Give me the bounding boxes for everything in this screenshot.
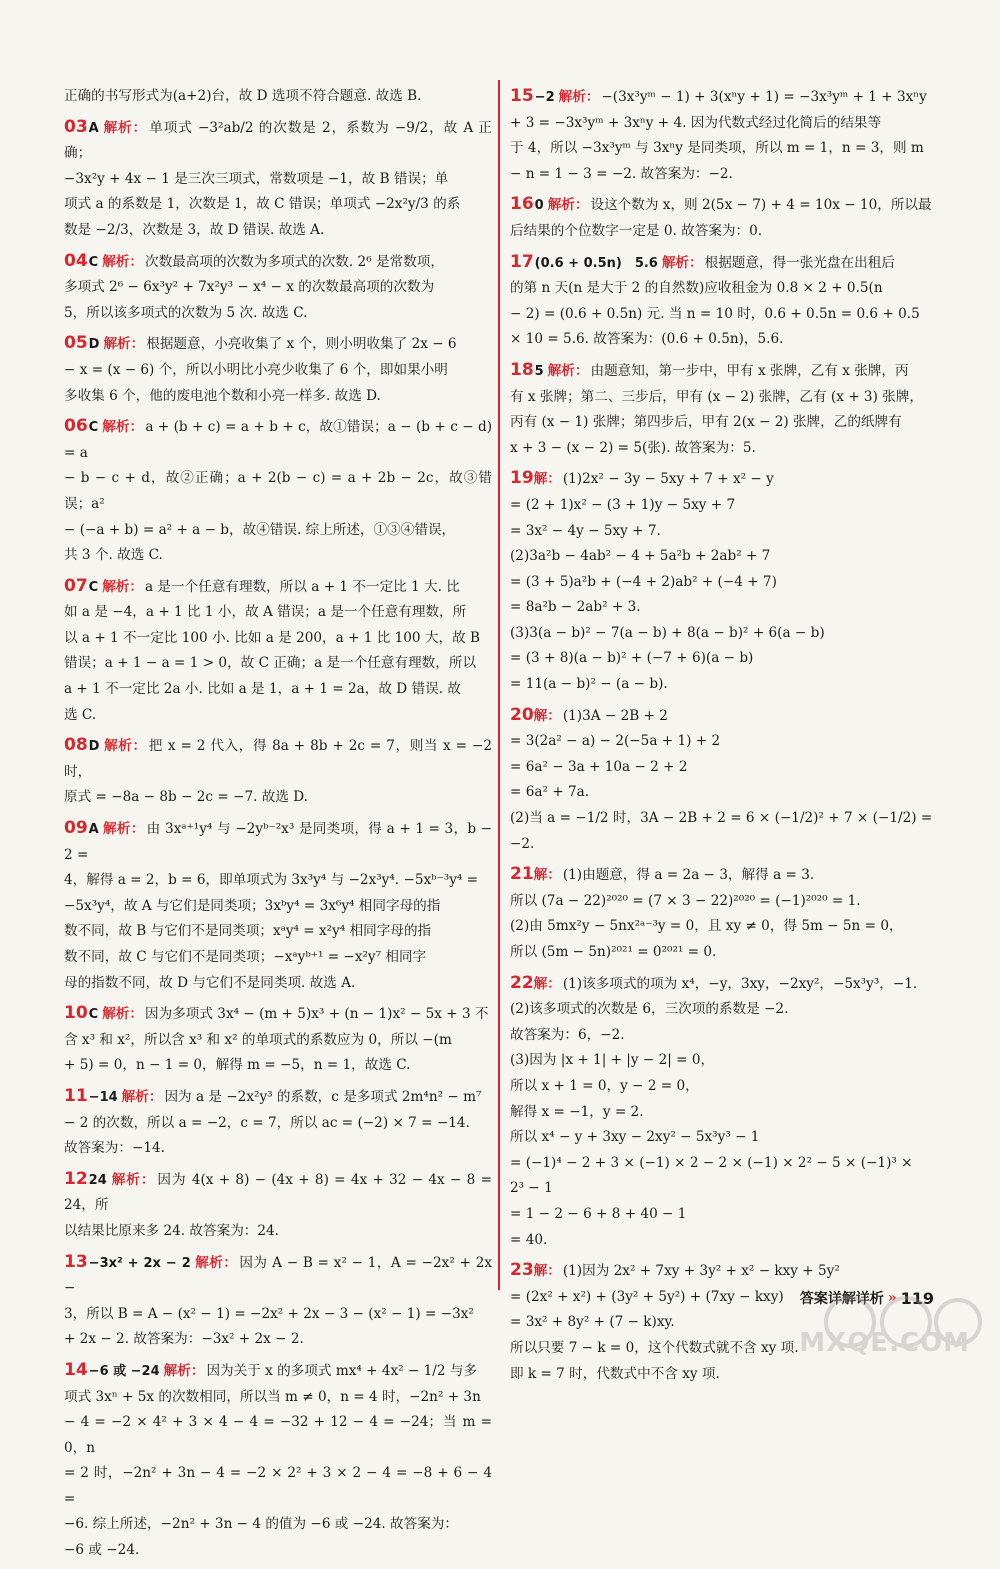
- explanation-text: 根据题意，小亮收集了 x 个，则小明收集了 2x − 6: [146, 336, 457, 353]
- answer-item: [510, 358, 942, 461]
- analysis-label: 解析：: [102, 253, 143, 270]
- explanation-text: −(3x³yᵐ − 1) + 3(xⁿy + 1) = −3x³yᵐ + 1 + 3xⁿy: [601, 89, 927, 105]
- analysis-label: 解析：: [103, 738, 147, 755]
- explanation-text: 根据题意，得一张光盘在出租后: [704, 254, 895, 271]
- answer-value: A: [88, 120, 99, 136]
- explanation-text: 丙有 (x − 1) 张牌；第四步后，甲有 2(x − 2) 张牌，乙的纸牌有: [510, 414, 902, 431]
- analysis-label: 解析：: [661, 254, 703, 271]
- question-number: 11: [64, 1085, 88, 1106]
- explanation-text: 解得 x = −1，y = 2.: [510, 1103, 644, 1120]
- question-number: 03: [64, 116, 88, 137]
- explanation-text: = 3(2a² − a) − 2(−5a + 1) + 2: [510, 733, 721, 750]
- explanation-text: 于 4，所以 −3x³yᵐ 与 3xⁿy 是同类项，所以 m = 1，n = 3，则 m: [510, 140, 924, 157]
- answer-value: (0.6 + 0.5n) 5.6: [534, 255, 658, 271]
- question-number: 14: [64, 1359, 88, 1380]
- explanation-text: + 2x − 2. 故答案为：−3x² + 2x − 2.: [64, 1331, 304, 1348]
- answer-item: [64, 816, 492, 996]
- answer-line: [510, 862, 942, 889]
- question-number: 05: [64, 333, 88, 354]
- explanation-text: (1)3A − 2B + 2: [562, 707, 668, 724]
- explanation-text: 把 x = 2 代入，得 8a + 8b + 2c = 7，则当 x = −2 时，: [64, 738, 493, 780]
- analysis-label: 解析：: [102, 821, 145, 838]
- answer-item: [64, 331, 492, 409]
- right-column: [510, 84, 942, 1392]
- explanation-text: 由题意知，第一步中，甲有 x 张牌，乙有 x 张牌，丙: [590, 362, 909, 379]
- answer-value: D: [88, 739, 100, 755]
- explanation-text: −6. 综上所述，−2n² + 3n − 4 的值为 −6 或 −24. 故答案为：: [64, 1516, 459, 1533]
- answer-value: −6 或 −24: [88, 1363, 160, 1379]
- answer-item: [510, 250, 942, 353]
- answer-value: 0: [534, 198, 544, 214]
- page-number: 119: [900, 1288, 934, 1308]
- explanation-text: 共 3 个. 故选 C.: [64, 547, 163, 564]
- answer-line: [64, 84, 492, 110]
- explanation-text: 项式 a 的系数是 1，次数是 1，故 C 错误；单项式 −2x²y/3 的系: [64, 196, 461, 213]
- explanation-text: − 2 的次数，所以 a = −2，c = 7，所以 ac = (−2) × 7 = −14.: [64, 1114, 470, 1131]
- explanation-text: 所以 x + 1 = 0，y − 2 = 0，: [510, 1077, 699, 1094]
- answer-item: [64, 1358, 492, 1564]
- explanation-text: 多项式 2⁶ − 6x³y² + 7x²y³ − x⁴ − x 的次数最高项的次数为: [64, 279, 435, 296]
- answer-item: [64, 84, 492, 110]
- question-number: 21: [510, 864, 534, 885]
- question-number: 22: [510, 972, 534, 993]
- column-divider: [498, 80, 500, 1290]
- explanation-text: = 1 − 2 − 6 + 8 + 40 − 1: [510, 1205, 687, 1222]
- answer-line: [510, 84, 942, 111]
- solution-label: 解：: [533, 1263, 561, 1280]
- question-number: 06: [64, 416, 88, 437]
- analysis-label: 解析：: [102, 1006, 143, 1023]
- solution-label: 解：: [533, 471, 561, 488]
- question-number: 10: [64, 1003, 88, 1024]
- question-number: 08: [64, 735, 88, 756]
- explanation-text: = (2x² + x²) + (3y² + 5y²) + (7xy − kxy): [510, 1288, 784, 1305]
- analysis-label: 解析：: [121, 1088, 163, 1105]
- explanation-text: = 3x² + 8y² + (7 − k)xy.: [510, 1314, 675, 1331]
- explanation-text: 所以 (5m − 5n)²⁰²¹ = 0²⁰²¹ = 0.: [510, 944, 717, 960]
- explanation-text: −3x²y + 4x − 1 是三次三项式，常数项是 −1，故 B 错误；单: [64, 170, 449, 187]
- question-number: 09: [64, 818, 88, 839]
- explanation-text: − n = 1 − 3 = −2. 故答案为：−2.: [510, 165, 733, 182]
- answer-item: [64, 574, 492, 729]
- explanation-text: 因为 a 是 −2x²y³ 的系数，c 是多项式 2m⁴n² − m⁷: [164, 1088, 482, 1105]
- answer-value: 24: [88, 1172, 107, 1188]
- answer-line: [510, 358, 942, 385]
- answer-line: [64, 816, 492, 868]
- explanation-text: 后结果的个位数字一定是 0. 故答案为：0.: [510, 222, 763, 239]
- answer-line: [510, 466, 942, 493]
- explanation-text: 多收集 6 个，他的废电池个数和小亮一样多. 故选 D.: [64, 387, 381, 404]
- explanation-text: 因为关于 x 的多项式 mx⁴ + 4x² − 1/2 与多: [206, 1362, 478, 1379]
- double-arrow-icon: »: [887, 1290, 897, 1306]
- answer-line: [64, 1358, 492, 1385]
- explanation-text: 以结果比原来多 24. 故答案为：24.: [64, 1222, 280, 1239]
- analysis-label: 解析：: [102, 419, 144, 436]
- answer-item: [64, 1250, 492, 1353]
- explanation-text: 如 a 是 −4，a + 1 比 1 小，故 A 错误；a 是一个任意有理数，所: [64, 604, 467, 621]
- question-number: 15: [510, 86, 534, 106]
- analysis-label: 解析：: [547, 197, 589, 214]
- explanation-text: 含 x³ 和 x²，所以含 x³ 和 x² 的单项式的系数应为 0，所以 −(m: [64, 1031, 452, 1048]
- explanation-text: 正确的书写形式为(a+2)台，故 D 选项不符合题意. 故选 B.: [64, 88, 422, 104]
- explanation-text: 数不同，故 C 与它们不是同类项；−xᵃyᵇ⁺¹ = −x²y⁷ 相同字: [64, 949, 427, 965]
- explanation-text: 4，解得 a = 2，b = 6，即单项式为 3x³y⁴ 与 −2x³y⁴. −5xᵇ⁻³y⁴ =: [64, 872, 479, 889]
- answer-item: [510, 703, 942, 858]
- explanation-text: 选 C.: [64, 706, 97, 723]
- explanation-text: 2³ − 1: [510, 1180, 553, 1197]
- explanation-text: = 40.: [510, 1231, 548, 1248]
- explanation-text: 数不同，故 B 与它们不是同类项；xᵃy⁴ = x²y⁴ 相同字母的指: [64, 923, 432, 940]
- answer-value: −2: [534, 90, 555, 105]
- analysis-label: 解析：: [110, 1171, 156, 1188]
- explanation-text: = 3x² − 4y − 5xy + 7.: [510, 522, 661, 539]
- answer-value: C: [88, 254, 99, 270]
- answer-item: [64, 1167, 492, 1245]
- answer-value: −14: [88, 1089, 118, 1105]
- explanation-text: 所以只要 7 − k = 0，这个代数式就不含 xy 项.: [510, 1339, 799, 1356]
- question-number: 12: [64, 1168, 88, 1189]
- explanation-text: 单项式 −3²ab/2 的次数是 2，系数为 −9/2，故 A 正确；: [64, 119, 493, 162]
- question-number: 19: [510, 468, 534, 489]
- explanation-text: (2)3a²b − 4ab² − 4 + 5a²b + 2ab² + 7: [510, 548, 771, 565]
- answer-value: A: [88, 822, 99, 838]
- answer-line: [64, 249, 492, 276]
- explanation-text: 母的指数不同，故 D 与它们不是同类项. 故选 A.: [64, 974, 356, 991]
- explanation-text: −6 或 −24.: [64, 1542, 140, 1559]
- solution-label: 解：: [533, 707, 561, 724]
- answer-line: [64, 733, 492, 785]
- solution-label: 解：: [533, 975, 561, 992]
- answer-value: −3x² + 2x − 2: [88, 1255, 191, 1271]
- answer-value: 5: [534, 363, 544, 379]
- footer-title: 答案详解详析: [799, 1291, 884, 1307]
- explanation-text: = (3 + 5)a²b + (−4 + 2)ab² + (−4 + 7): [510, 573, 777, 590]
- explanation-text: 的第 n 天(n 是大于 2 的自然数)应收租金为 0.8 × 2 + 0.5(n: [510, 280, 883, 297]
- explanation-text: −2.: [510, 835, 535, 852]
- analysis-label: 解析：: [102, 119, 148, 136]
- question-number: 13: [64, 1251, 88, 1272]
- explanation-text: 故答案为：6，−2.: [510, 1026, 625, 1043]
- watermark-logo: [799, 1290, 986, 1366]
- explanation-text: 故答案为：−14.: [64, 1140, 165, 1157]
- answer-line: [510, 1258, 942, 1285]
- explanation-text: 次数最高项的次数为多项式的次数. 2⁶ 是常数项，: [145, 253, 444, 270]
- explanation-text: × 10 = 5.6. 故答案为：(0.6 + 0.5n)，5.6.: [510, 331, 784, 348]
- answer-item: [510, 466, 942, 697]
- explanation-text: − b − c + d，故②正确；a + 2(b − c) = a + 2b − 2c，故③错误；a²: [64, 470, 492, 512]
- explanation-text: (1)由题意，得 a = 2a − 3，解得 a = 3.: [562, 867, 815, 884]
- answer-line: [510, 192, 942, 219]
- explanation-text: 3，所以 B = A − (x² − 1) = −2x² + 2x − 3 − (x² − 1) = −3x²: [64, 1305, 474, 1322]
- answer-item: [64, 1084, 492, 1162]
- answer-line: [64, 331, 492, 358]
- answer-line: [64, 1250, 492, 1302]
- answer-line: [64, 115, 492, 167]
- answer-item: [64, 249, 492, 327]
- answer-line: [64, 574, 492, 601]
- explanation-text: + 3 = −3x³yᵐ + 3xⁿy + 4. 因为代数式经过化简后的结果等: [510, 114, 882, 131]
- explanation-text: (1)该多项式的项为 x⁴，−y，3xy，−2xy²，−5x³y³，−1.: [562, 975, 918, 992]
- explanation-text: = (3 + 8)(a − b)² + (−7 + 6)(a − b): [510, 650, 754, 667]
- answer-item: [64, 115, 492, 244]
- explanation-text: 原式 = −8a − 8b − 2c = −7. 故选 D.: [64, 789, 308, 806]
- answer-value: C: [88, 1007, 99, 1023]
- analysis-label: 解析：: [163, 1362, 205, 1379]
- explanation-text: − (−a + b) = a² + a − b，故④错误. 综上所述，①③④错误，: [64, 521, 456, 538]
- solution-label: 解：: [533, 867, 561, 884]
- answer-item: [510, 84, 942, 187]
- answer-item: [510, 862, 942, 965]
- analysis-label: 解析：: [558, 89, 600, 105]
- explanation-text: (2)由 5mx²y − 5nx²ᵃ⁻³y = 0，且 xy ≠ 0，得 5m − 5n = 0，: [510, 918, 903, 935]
- explanation-text: 有 x 张牌；第二、三步后，甲有 (x − 2) 张牌，乙有 (x + 3) 张牌，: [510, 388, 923, 405]
- question-number: 17: [510, 251, 534, 272]
- explanation-text: − x = (x − 6) 个，所以小明比小亮少收集了 6 个，即如果小明: [64, 361, 448, 378]
- question-number: 18: [510, 359, 534, 380]
- explanation-text: = 6a² + 7a.: [510, 784, 590, 801]
- answer-line: [510, 971, 942, 998]
- answer-line: [64, 1167, 492, 1219]
- answer-line: [510, 250, 942, 277]
- explanation-text: = 6a² − 3a + 10a − 2 + 2: [510, 758, 688, 775]
- explanation-text: (3)3(a − b)² − 7(a − b) + 8(a − b)² + 6(a − b): [510, 624, 825, 641]
- question-number: 07: [64, 575, 88, 596]
- explanation-text: 因为 4(x + 8) − (4x + 8) = 4x + 32 − 4x − 8 = 24，所: [64, 1171, 492, 1214]
- answer-value: C: [88, 579, 99, 595]
- explanation-text: (2)该多项式的次数是 6，三次项的系数是 −2.: [510, 1001, 789, 1018]
- answer-item: [64, 414, 492, 569]
- explanation-text: 以 a + 1 不一定比 100 小. 比如 a 是 200，a + 1 比 100 大，故 B: [64, 629, 480, 646]
- explanation-text: (1)因为 2x² + 7xy + 3y² + x² − kxy + 5y²: [562, 1263, 840, 1280]
- answer-line: [64, 414, 492, 466]
- explanation-text: a + (b + c) = a + b + c，故①错误；a − (b + c − d) = a: [64, 419, 492, 461]
- question-number: 04: [64, 250, 88, 271]
- explanation-text: 5，所以该多项式的次数为 5 次. 故选 C.: [64, 304, 308, 321]
- explanation-text: 设这个数为 x，则 2(5x − 7) + 4 = 10x − 10，所以最: [590, 197, 932, 214]
- explanation-text: x + 3 − (x − 2) = 5(张). 故答案为：5.: [510, 439, 756, 456]
- answer-item: [510, 192, 942, 244]
- explanation-text: 数是 −2/3，次数是 3，故 D 错误. 故选 A.: [64, 221, 325, 238]
- answer-line: [64, 1001, 492, 1028]
- analysis-label: 解析：: [194, 1254, 238, 1271]
- explanation-text: = (−1)⁴ − 2 + 3 × (−1) × 2 − 2 × (−1) × 2² − 5 × (−1)³ ×: [510, 1154, 913, 1171]
- watermark-text: MXQE.COM: [799, 1328, 970, 1358]
- explanation-text: (3)因为 |x + 1| + |y − 2| = 0，: [510, 1052, 715, 1069]
- explanation-text: 因为多项式 3x⁴ − (m + 5)x³ + (n − 1)x² − 5x + 3 不: [145, 1006, 489, 1023]
- analysis-label: 解析：: [103, 336, 145, 353]
- answer-value: D: [88, 337, 100, 353]
- answer-line: [64, 1084, 492, 1111]
- explanation-text: 项式 3xⁿ + 5x 的次数相同，所以当 m ≠ 0，n = 4 时，−2n² + 3n: [64, 1388, 481, 1405]
- explanation-text: = 8a²b − 2ab² + 3.: [510, 599, 641, 616]
- left-column: [64, 84, 492, 1569]
- explanation-text: 所以 (7a − 22)²⁰²⁰ = (7 × 3 − 22)²⁰²⁰ = (−1)²⁰²⁰ = 1.: [510, 892, 861, 909]
- explanation-text: (1)2x² − 3y − 5xy + 7 + x² − y: [562, 471, 774, 488]
- question-number: 23: [510, 1260, 534, 1281]
- explanation-text: − 4 = −2 × 4² + 3 × 4 − 4 = −32 + 12 − 4 = −24；当 m = 0，n: [64, 1414, 492, 1456]
- explanation-text: (2)当 a = −1/2 时，3A − 2B + 2 = 6 × (−1/2)² + 7 × (−1/2) =: [510, 810, 933, 827]
- answer-item: [64, 733, 492, 811]
- answer-item: [510, 971, 942, 1254]
- explanation-text: 错误；a + 1 − a = 1 > 0，故 C 正确；a 是一个任意有理数，所以: [64, 655, 477, 672]
- explanation-text: 即 k = 7 时，代数式中不含 xy 项.: [510, 1365, 720, 1382]
- explanation-text: 由 3xᵃ⁺¹y⁴ 与 −2yᵇ⁻²x³ 是同类项，得 a + 1 = 3，b − 2 =: [64, 821, 492, 863]
- explanation-text: a 是一个任意有理数，所以 a + 1 不一定比 1 大. 比: [145, 578, 460, 595]
- question-number: 20: [510, 704, 534, 725]
- explanation-text: = 2 时，−2n² + 3n − 4 = −2 × 2² + 3 × 2 − 4 = −8 + 6 − 4 =: [64, 1465, 492, 1507]
- explanation-text: a + 1 不一定比 2a 小. 比如 a 是 1，a + 1 = 2a，故 D 错误. 故: [64, 681, 461, 698]
- answer-item: [64, 1001, 492, 1079]
- explanation-text: + 5) = 0，n − 1 = 0，解得 m = −5，n = 1，故选 C.: [64, 1057, 411, 1074]
- explanation-text: 所以 x⁴ − y + 3xy − 2xy² − 5x³y³ − 1: [510, 1129, 760, 1146]
- explanation-text: = (2 + 1)x² − (3 + 1)y − 5xy + 7: [510, 496, 736, 513]
- explanation-text: = 11(a − b)² − (a − b).: [510, 676, 668, 693]
- explanation-text: −5x³y⁴，故 A 与它们是同类项；3xᵇy⁴ = 3x⁶y⁴ 相同字母的指: [64, 897, 441, 914]
- analysis-label: 解析：: [102, 578, 143, 595]
- answer-value: C: [88, 420, 99, 436]
- explanation-text: 因为 A − B = x² − 1，A = −2x² + 2x −: [64, 1254, 493, 1297]
- analysis-label: 解析：: [547, 362, 589, 379]
- explanation-text: − 2) = (0.6 + 0.5n) 元. 当 n = 10 时，0.6 + 0.5n = 0.6 + 0.5: [510, 305, 920, 322]
- answer-line: [510, 703, 942, 730]
- question-number: 16: [510, 194, 534, 215]
